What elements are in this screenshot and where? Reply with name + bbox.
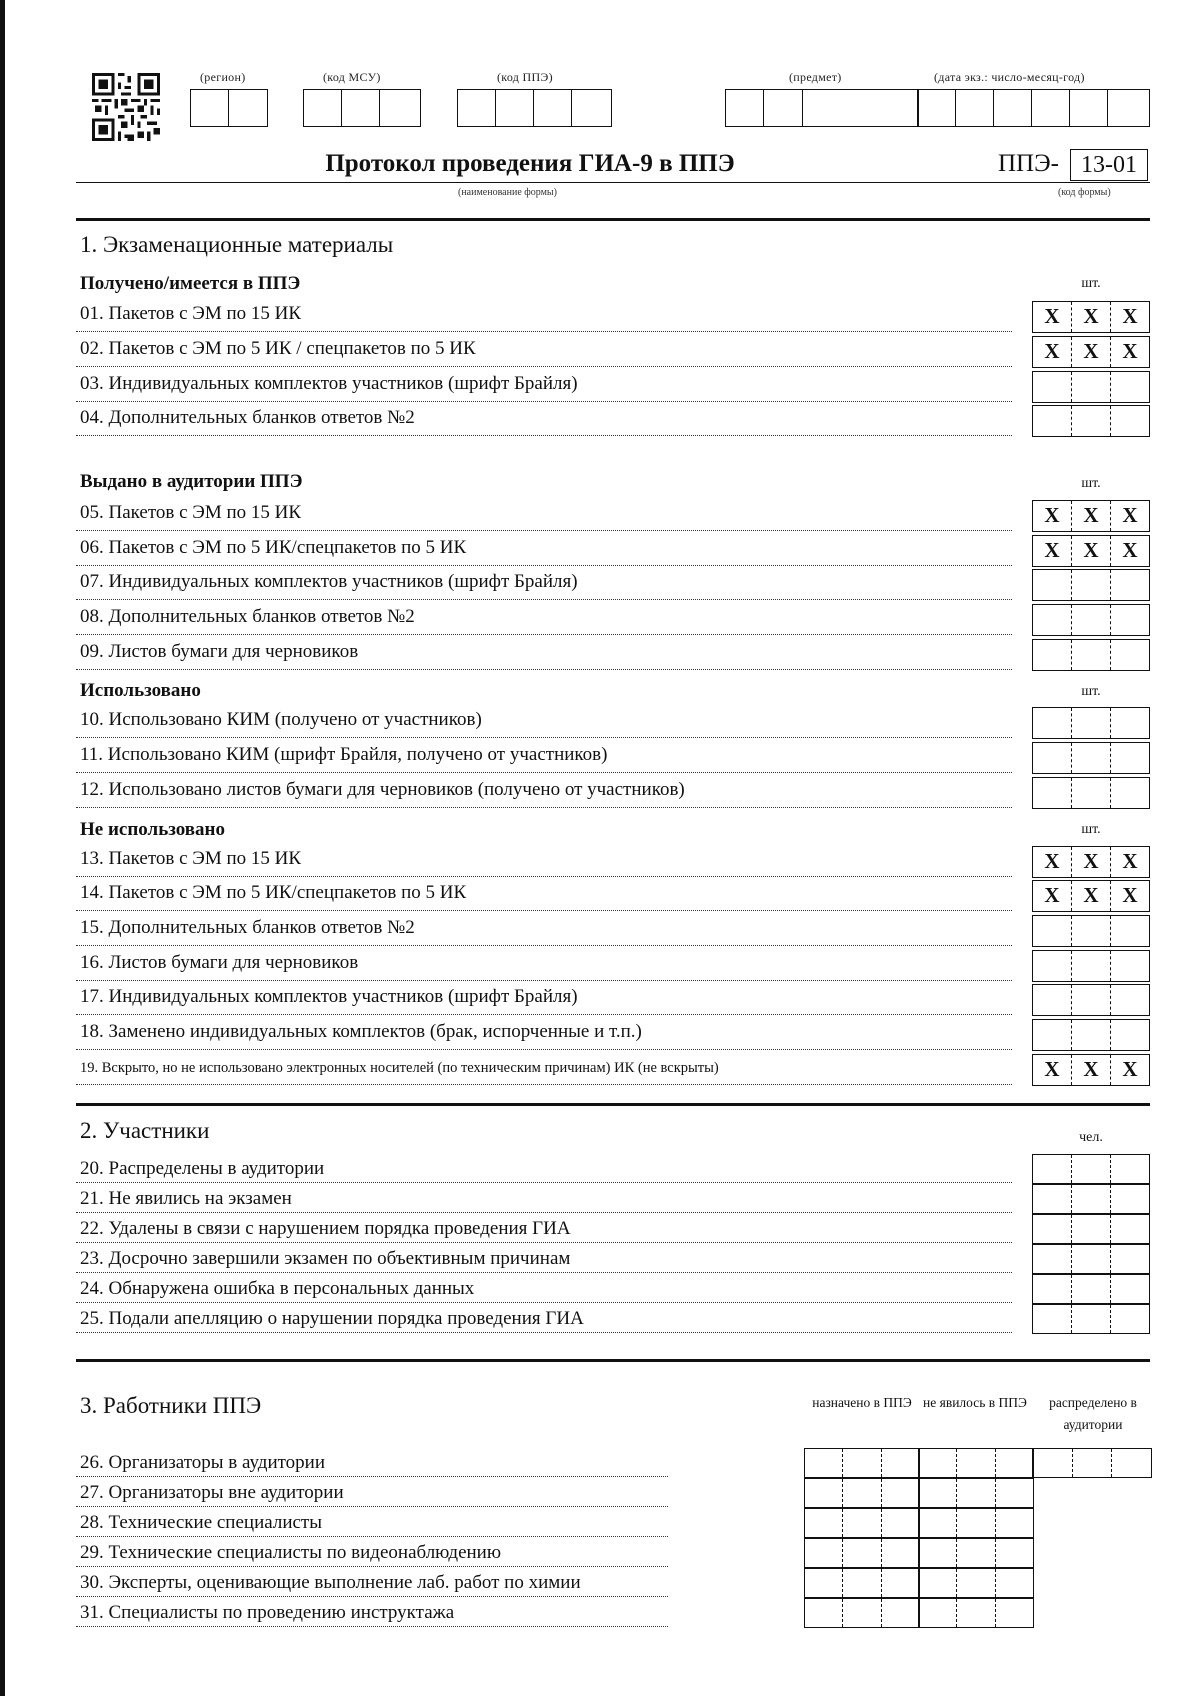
dotted-leader (76, 331, 1012, 332)
count-digit (1033, 1155, 1072, 1183)
assigned-count-input[interactable] (804, 1508, 920, 1538)
count-input[interactable] (1032, 950, 1150, 982)
assigned-count-input[interactable] (804, 1568, 920, 1598)
subject-name-field[interactable] (803, 89, 919, 127)
participant-count-input[interactable] (1032, 1274, 1150, 1304)
assigned-count-input[interactable] (804, 1598, 920, 1628)
count-digit: X (1122, 339, 1138, 363)
dotted-leader (76, 910, 1012, 911)
dotted-leader (76, 366, 1012, 367)
staff-row-label: 26. Организаторы в аудитории (80, 1452, 326, 1473)
count-digit: X (1072, 302, 1111, 332)
count-digit (805, 1449, 843, 1477)
count-digit (1033, 951, 1072, 981)
col-assigned-header: назначено в ППЭ (812, 1395, 912, 1410)
col-absent-header: не явилось в ППЭ (923, 1395, 1027, 1410)
count-input[interactable] (1032, 846, 1150, 878)
count-digit (1033, 1020, 1072, 1050)
count-digit (1072, 778, 1111, 808)
count-digit (882, 1449, 919, 1477)
count-digit (1033, 985, 1072, 1015)
region-label: (регион) (200, 70, 246, 84)
staff-row-label: 28. Технические специалисты (80, 1512, 322, 1533)
count-digit (1033, 1185, 1072, 1213)
count-digit (957, 1599, 995, 1627)
participant-row-label: 21. Не явились на экзамен (80, 1188, 292, 1209)
count-digit (843, 1449, 881, 1477)
dotted-leader (76, 1596, 668, 1597)
count-digit (1111, 640, 1149, 670)
ppe-code-label: (код ППЭ) (497, 70, 553, 84)
count-digit (1072, 985, 1111, 1015)
count-digit (996, 1479, 1033, 1507)
participant-count-input[interactable] (1032, 1214, 1150, 1244)
count-digit (843, 1479, 881, 1507)
count-digit (1072, 743, 1111, 773)
absent-count-input[interactable] (918, 1508, 1034, 1538)
count-digit (1072, 708, 1111, 738)
title-underline (76, 182, 1150, 183)
row-label: 15. Дополнительных бланков ответов №2 (80, 917, 415, 938)
count-digit: X (1033, 847, 1072, 877)
row-label: 19. Вскрыто, но не использовано электронных носителей (по техническим причинам) ИК (не вскрыты) (80, 1060, 719, 1076)
count-digit: X (1072, 881, 1111, 911)
count-digit: X (1122, 883, 1138, 907)
count-digit: X (1033, 302, 1072, 332)
count-digit: X (1033, 1055, 1072, 1085)
dotted-leader (76, 1272, 1012, 1273)
count-input[interactable] (1032, 915, 1150, 947)
section-2-unit: чел. (1079, 1130, 1103, 1145)
row-label: 09. Листов бумаги для черновиков (80, 641, 359, 662)
assigned-count-input[interactable] (804, 1478, 920, 1508)
dotted-leader (76, 1242, 1012, 1243)
count-digit (957, 1509, 995, 1537)
count-digit (1111, 605, 1149, 635)
section-3-title: 3. Работники ППЭ (80, 1393, 262, 1418)
count-digit (1033, 605, 1072, 635)
count-digit (843, 1509, 881, 1537)
participant-row-label: 20. Распределены в аудитории (80, 1158, 325, 1179)
section-1-divider (76, 1103, 1150, 1106)
count-digit (957, 1569, 995, 1597)
dotted-leader (76, 634, 1012, 635)
group-heading: Получено/имеется в ППЭ (80, 273, 301, 294)
scan-edge-bar (0, 0, 5, 1696)
unit-label: шт. (1081, 476, 1101, 491)
staff-row-label: 27. Организаторы вне аудитории (80, 1482, 344, 1503)
count-digit (1111, 1245, 1149, 1273)
count-digit (1072, 372, 1111, 402)
count-digit (1072, 916, 1111, 946)
count-digit (1111, 916, 1149, 946)
section-2-title: 2. Участники (80, 1118, 210, 1143)
dotted-leader (76, 1049, 1012, 1050)
qr-code-icon (90, 73, 162, 141)
count-input[interactable] (1032, 777, 1150, 809)
count-digit (1111, 1305, 1149, 1333)
group-heading: Использовано (80, 680, 201, 701)
count-digit: X (1033, 881, 1072, 911)
dotted-leader (76, 1182, 1012, 1183)
count-digit (996, 1539, 1033, 1567)
count-digit (882, 1479, 919, 1507)
dotted-leader (76, 669, 1012, 670)
count-input[interactable] (1032, 1019, 1150, 1051)
count-digit (1072, 570, 1111, 600)
participant-count-input[interactable] (1032, 1244, 1150, 1274)
count-digit (805, 1509, 843, 1537)
dotted-leader (76, 565, 1012, 566)
participant-row-label: 22. Удалены в связи с нарушением порядка проведения ГИА (80, 1218, 571, 1239)
exam-date-field[interactable] (917, 89, 1150, 127)
count-digit (805, 1479, 843, 1507)
absent-count-input[interactable] (918, 1568, 1034, 1598)
row-label: 06. Пакетов с ЭМ по 5 ИК/спецпакетов по 5 ИК (80, 537, 467, 558)
staff-row-label: 30. Эксперты, оценивающие выполнение лаб. работ по химии (80, 1572, 581, 1593)
count-digit (805, 1599, 843, 1627)
count-digit: X (1122, 304, 1138, 328)
absent-count-input[interactable] (918, 1448, 1034, 1478)
count-digit (1072, 1215, 1111, 1243)
count-input[interactable] (1032, 535, 1150, 567)
count-digit (1112, 1449, 1151, 1477)
count-digit (805, 1539, 843, 1567)
row-label: 04. Дополнительных бланков ответов №2 (80, 407, 415, 428)
count-digit (1111, 1185, 1149, 1213)
count-digit (1072, 951, 1111, 981)
count-digit (1033, 1245, 1072, 1273)
count-input[interactable] (1032, 984, 1150, 1016)
count-digit (1072, 406, 1111, 436)
absent-count-input[interactable] (918, 1598, 1034, 1628)
staff-row-label: 29. Технические специалисты по видеонаблюдению (80, 1542, 502, 1563)
header-divider (76, 218, 1150, 221)
count-input[interactable] (1032, 707, 1150, 739)
count-digit (843, 1599, 881, 1627)
count-digit (1111, 743, 1149, 773)
participant-count-input[interactable] (1032, 1184, 1150, 1214)
count-digit: X (1072, 337, 1111, 367)
count-digit (996, 1449, 1033, 1477)
count-digit (1111, 951, 1149, 981)
count-digit (1033, 640, 1072, 670)
count-digit (882, 1569, 919, 1597)
dotted-leader (76, 1014, 1012, 1015)
count-digit (1111, 985, 1149, 1015)
count-input[interactable] (1032, 639, 1150, 671)
dotted-leader (76, 435, 1012, 436)
count-digit (1033, 1215, 1072, 1243)
unit-label: шт. (1081, 276, 1101, 291)
row-label: 02. Пакетов с ЭМ по 5 ИК / спецпакетов по 5 ИК (80, 338, 476, 359)
region-field[interactable] (190, 89, 268, 127)
count-digit: X (1072, 847, 1111, 877)
count-digit (882, 1509, 919, 1537)
row-label: 07. Индивидуальных комплектов участников (шрифт Брайля) (80, 571, 578, 592)
dotted-leader (76, 807, 1012, 808)
row-label: 14. Пакетов с ЭМ по 5 ИК/спецпакетов по 5 ИК (80, 882, 467, 903)
count-digit (1111, 372, 1149, 402)
count-digit (1072, 1155, 1111, 1183)
form-title-caption: (наименование формы) (458, 187, 557, 198)
count-digit (1111, 1020, 1149, 1050)
count-input[interactable] (1032, 301, 1150, 333)
dotted-leader (76, 1212, 1012, 1213)
section-1-title: 1. Экзаменационные материалы (80, 232, 394, 257)
dotted-leader (76, 1506, 668, 1507)
form-code-caption: (код формы) (1058, 187, 1111, 198)
participant-count-input[interactable] (1032, 1304, 1150, 1334)
count-digit (1033, 1449, 1073, 1477)
count-digit (919, 1539, 957, 1567)
count-digit (919, 1479, 957, 1507)
count-input[interactable] (1032, 742, 1150, 774)
count-digit (882, 1539, 919, 1567)
subject-label: (предмет) (789, 70, 842, 84)
count-digit (1111, 1275, 1149, 1303)
participant-row-label: 24. Обнаружена ошибка в персональных данных (80, 1278, 475, 1299)
count-digit (1072, 640, 1111, 670)
count-digit (1072, 1245, 1111, 1273)
count-digit (1033, 916, 1072, 946)
count-digit (1073, 1449, 1113, 1477)
count-digit: X (1122, 538, 1138, 562)
count-digit (919, 1509, 957, 1537)
count-digit: X (1072, 501, 1111, 531)
row-label: 13. Пакетов с ЭМ по 15 ИК (80, 848, 302, 869)
group-heading: Не использовано (80, 819, 226, 840)
row-label: 08. Дополнительных бланков ответов №2 (80, 606, 415, 627)
subject-field[interactable] (725, 89, 803, 127)
dotted-leader (76, 772, 1012, 773)
form-code-prefix: ППЭ- (998, 150, 1059, 177)
dotted-leader (76, 1332, 1012, 1333)
count-input[interactable] (1032, 500, 1150, 532)
distributed-count-input[interactable] (1032, 1448, 1152, 1478)
count-digit (1111, 1155, 1149, 1183)
group-heading: Выдано в аудитории ППЭ (80, 471, 303, 492)
count-digit: X (1033, 501, 1072, 531)
form-code: 13-01 (1070, 149, 1148, 181)
count-digit (1033, 1275, 1072, 1303)
col-distributed-header: распределено в аудитории (1049, 1395, 1137, 1432)
count-digit: X (1122, 503, 1138, 527)
count-digit (1111, 708, 1149, 738)
row-label: 17. Индивидуальных комплектов участников (шрифт Брайля) (80, 986, 578, 1007)
row-label: 03. Индивидуальных комплектов участников (шрифт Брайля) (80, 373, 578, 394)
msu-code-label: (код МСУ) (323, 70, 381, 84)
row-label: 16. Листов бумаги для черновиков (80, 952, 359, 973)
count-digit (1033, 372, 1072, 402)
count-digit (1072, 1305, 1111, 1333)
count-digit (1033, 778, 1072, 808)
dotted-leader (76, 1566, 668, 1567)
unit-label: шт. (1081, 684, 1101, 699)
form-title: Протокол проведения ГИА-9 в ППЭ (325, 150, 735, 177)
count-digit (919, 1569, 957, 1597)
count-digit (1033, 708, 1072, 738)
count-digit (1072, 1020, 1111, 1050)
count-digit (1072, 605, 1111, 635)
participant-row-label: 23. Досрочно завершили экзамен по объективным причинам (80, 1248, 571, 1269)
count-digit (1033, 1305, 1072, 1333)
dotted-leader (76, 737, 1012, 738)
count-digit (1111, 778, 1149, 808)
count-digit (919, 1599, 957, 1627)
count-digit (1111, 406, 1149, 436)
row-label: 12. Использовано листов бумаги для черновиков (получено от участников) (80, 779, 685, 800)
dotted-leader (76, 1626, 668, 1627)
participant-row-label: 25. Подали апелляцию о нарушении порядка проведения ГИА (80, 1308, 584, 1329)
count-digit (843, 1569, 881, 1597)
dotted-leader (76, 1536, 668, 1537)
count-digit (957, 1449, 995, 1477)
dotted-leader (76, 1476, 668, 1477)
row-label: 11. Использовано КИМ (шрифт Брайля, получено от участников) (80, 744, 608, 765)
count-digit (1033, 743, 1072, 773)
row-label: 01. Пакетов с ЭМ по 15 ИК (80, 303, 302, 324)
count-digit (996, 1569, 1033, 1597)
section-2-divider (76, 1359, 1150, 1362)
absent-count-input[interactable] (918, 1538, 1034, 1568)
dotted-leader (76, 876, 1012, 877)
ppe-code-field[interactable] (457, 89, 612, 127)
count-digit (1111, 570, 1149, 600)
msu-code-field[interactable] (303, 89, 421, 127)
unit-label: шт. (1081, 822, 1101, 837)
count-digit: X (1072, 536, 1111, 566)
exam-date-label: (дата экз.: число-месяц-год) (934, 70, 1085, 84)
count-digit (957, 1479, 995, 1507)
dotted-leader (76, 1302, 1012, 1303)
count-digit (882, 1599, 919, 1627)
dotted-leader (76, 530, 1012, 531)
dotted-leader (76, 599, 1012, 600)
count-digit (996, 1509, 1033, 1537)
count-digit (957, 1539, 995, 1567)
assigned-count-input[interactable] (804, 1538, 920, 1568)
count-input[interactable] (1032, 604, 1150, 636)
count-digit (1111, 1215, 1149, 1243)
count-input[interactable] (1032, 405, 1150, 437)
row-label: 10. Использовано КИМ (получено от участников) (80, 709, 482, 730)
staff-row-label: 31. Специалисты по проведению инструктажа (80, 1602, 455, 1623)
count-digit: X (1033, 337, 1072, 367)
count-digit (805, 1569, 843, 1597)
count-digit (1033, 406, 1072, 436)
count-digit (996, 1599, 1033, 1627)
absent-count-input[interactable] (918, 1478, 1034, 1508)
count-digit (1033, 570, 1072, 600)
count-digit: X (1033, 536, 1072, 566)
count-digit (843, 1539, 881, 1567)
count-digit (1072, 1275, 1111, 1303)
dotted-leader (76, 980, 1012, 981)
count-digit: X (1122, 849, 1138, 873)
dotted-leader (76, 1084, 1012, 1085)
participant-count-input[interactable] (1032, 1154, 1150, 1184)
row-label: 05. Пакетов с ЭМ по 15 ИК (80, 502, 302, 523)
count-input[interactable] (1032, 1054, 1150, 1086)
count-digit (919, 1449, 957, 1477)
dotted-leader (76, 945, 1012, 946)
assigned-count-input[interactable] (804, 1448, 920, 1478)
row-label: 18. Заменено индивидуальных комплектов (брак, испорченные и т.п.) (80, 1021, 642, 1042)
count-input[interactable] (1032, 371, 1150, 403)
count-digit: X (1072, 1055, 1111, 1085)
count-digit (1072, 1185, 1111, 1213)
count-input[interactable] (1032, 336, 1150, 368)
dotted-leader (76, 401, 1012, 402)
count-digit: X (1122, 1057, 1138, 1081)
count-input[interactable] (1032, 569, 1150, 601)
count-input[interactable] (1032, 880, 1150, 912)
